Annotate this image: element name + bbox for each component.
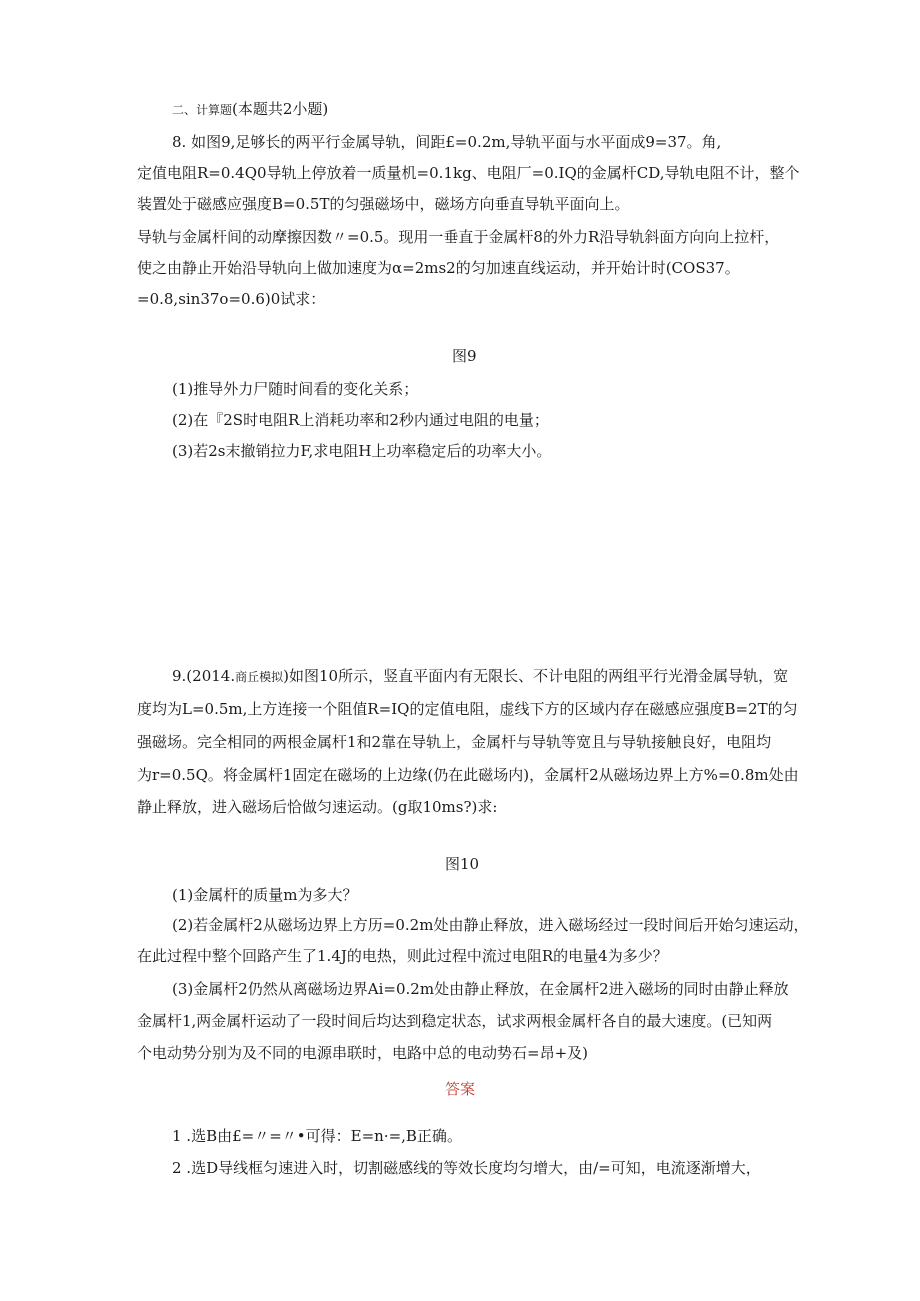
q9-line: 度均为L=0.5m,上方连接一个阻值R=IQ的定值电阻，虚线下方的区域内存在磁感应强度B=2T的匀 [137,700,798,718]
answers-title: 答案 [445,1080,476,1098]
q8-line: 定值电阻R=0.4Q0导轨上停放着一质量机=0.1kg、电阻厂=0.IQ的金属杆CD,导轨电阻不计，整个 [137,164,800,182]
q8-line: 8. 如图9,足够长的两平行金属导轨，间距£=0.2m,导轨平面与水平面成9=37。角, [172,133,722,151]
section-heading-suffix: (本题共2小题) [232,100,329,118]
q9-subquestion: (2)若金属杆2从磁场边界上方历=0.2m处由静止释放，进入磁场经过一段时间后开始匀速运动， [172,916,809,934]
q9-line: 强磁场。完全相同的两根金属杆1和2靠在导轨上，金属杆与导轨等宽且与导轨接触良好，电阻均 [137,733,772,751]
answer-item: 2 .选D导线框匀速进入时，切割磁感线的等效长度均匀增大，由/=可知，电流逐渐增大， [172,1159,761,1177]
q9-subquestion: 在此过程中整个回路产生了1.4J的电热，则此过程中流过电阻R的电量4为多少？ [137,947,668,965]
figure-9-caption: 图9 [452,347,477,365]
section-heading-prefix: 二、计算题 [172,103,233,117]
q9-subquestion: (3)金属杆2仍然从离磁场边界Ai=0.2m处由静止释放，在金属杆2进入磁场的同时由静止释放 [172,980,789,998]
q8-subquestion: (1)推导外力尸随时间看的变化关系； [172,380,419,398]
q8-line: =0.8,sin37o=0.6)0试求： [137,290,326,308]
q8-line: 使之由静止开始沿导轨向上做加速度为α=2ms2的匀加速直线运动，并开始计时(COS37。 [137,259,740,277]
q9-source: 商丘模拟 [235,670,284,684]
q8-subquestion: (3)若2s末撤销拉力F,求电阻H上功率稳定后的功率大小。 [172,442,552,460]
section-heading [172,98,328,121]
answer-item: 1 .选B由£=〃=〃•可得：E=n·=,B正确。 [172,1127,462,1145]
q9-subquestion: 金属杆1,两金属杆运动了一段时间后均达到稳定状态，试求两根金属杆各自的最大速度。(已知两 [137,1012,773,1030]
q9-subquestion: 个电动势分别为及不同的电源串联时，电路中总的电动势石=昂+及) [137,1044,588,1062]
figure-10-caption: 图10 [445,855,480,873]
q9-subquestion: (1)金属杆的质量m为多大？ [172,886,358,904]
q8-subquestion: (2)在『2S时电阻R上消耗功率和2秒内通过电阻的电量； [172,411,549,429]
q8-line: 装置处于磁感应强度B=0.5T的匀强磁场中，磁场方向垂直导轨平面向上。 [137,195,630,213]
q8-line: 导轨与金属杆间的动摩擦因数〃=0.5。现用一垂直于金属杆8的外力R沿导轨斜面方向向上拉杆， [137,228,780,246]
q9-first-line [172,665,788,688]
q9-line: 为r=0.5Q。将金属杆1固定在磁场的上边缘(仍在此磁场内)，金属杆2从磁场边界上方%=0.8m处由 [137,766,799,784]
q9-first-line-text: )如图10所示，竖直平面内有无限长、不计电阻的两组平行光滑金属导轨，宽 [283,667,789,685]
q9-number: 9.(2014. [172,667,236,685]
q9-line: 静止释放，进入磁场后恰做匀速运动。(g取10ms?)求: [137,798,498,816]
